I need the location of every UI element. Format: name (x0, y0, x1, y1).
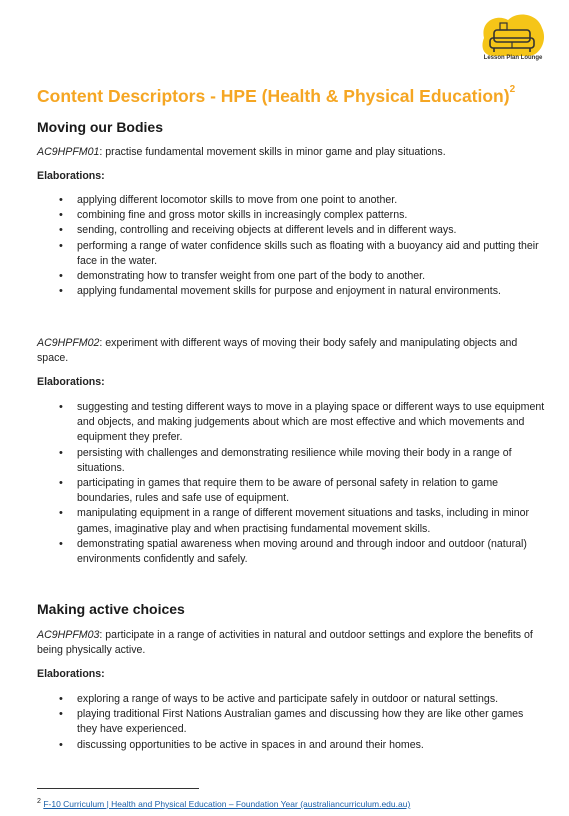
elaborations-label: Elaborations: (37, 668, 105, 680)
elaborations-label: Elaborations: (37, 170, 105, 182)
list-item: • performing a range of water confidence skills such as floating with a buoyancy aid and putting their face in the water. (59, 239, 545, 269)
descriptor: AC9HPFM03: participate in a range of activities in natural and outdoor settings and explore the benefits of being physically active. (37, 629, 533, 656)
list-item: • persisting with challenges and demonstrating resilience while moving their body in a range of situations. (59, 446, 545, 476)
list-item: • combining fine and gross motor skills in increasingly complex patterns. (59, 208, 545, 223)
list-item: • playing traditional First Nations Australian games and discussing how they are like other games they have experienced. (59, 707, 545, 737)
list-item: • demonstrating how to transfer weight from one part of the body to another. (59, 269, 545, 284)
list-item: • applying different locomotor skills to move from one point to another. (59, 193, 545, 208)
page-title: Content Descriptors - HPE (Health & Physical Education)$^2$ (37, 84, 516, 106)
descriptor: AC9HPFM01: practise fundamental movement skills in minor game and play situations. (37, 146, 446, 158)
list-item: • applying fundamental movement skills for purpose and enjoyment in natural environments. (59, 284, 545, 299)
elaborations-list (59, 193, 545, 299)
logo-wordmark: Lesson Plan Lounge (483, 55, 543, 61)
section-heading: Moving our Bodies (37, 119, 163, 135)
list-item: • sending, controlling and receiving objects at different levels and in different ways. (59, 223, 545, 238)
footnote-link[interactable]: F-10 Curriculum | Health and Physical Education – Foundation Year (australiancurriculum.edu.au) (43, 798, 411, 809)
section-heading: Making active choices (37, 601, 185, 617)
footnote-divider (37, 788, 199, 789)
list-item: • manipulating equipment in a range of different movement situations and tasks, including in minor games, imaginative play and when practising fundamental movement skills. (59, 506, 545, 536)
elaborations-list (59, 400, 545, 567)
descriptor: AC9HPFM02: experiment with different ways of moving their body safely and manipulating objects and space. (37, 337, 518, 364)
list-item: • suggesting and testing different ways to move in a playing space or different ways to use equipment and objects, and making judgements about which are most effective and which movements and equipment they prefer. (59, 400, 545, 446)
footnote-ref[interactable]: 2 (509, 84, 516, 95)
list-item: • discussing opportunities to be active in spaces in and around their homes. (59, 738, 545, 753)
footnote: $^2$ F-10 Curriculum | Health and Physical Education – Foundation Year (australiancurriculum.edu.au) (37, 797, 411, 809)
list-item: • exploring a range of ways to be active and participate safely in outdoor or natural settings. (59, 692, 545, 707)
list-item: • demonstrating spatial awareness when moving around and through indoor and outdoor (natural) environments confidently and safely. (59, 537, 545, 567)
elaborations-label: Elaborations: (37, 376, 105, 388)
list-item: • participating in games that require them to be aware of personal safety in relation to game boundaries, rules and safe use of equipment. (59, 476, 545, 506)
elaborations-list (59, 692, 545, 753)
